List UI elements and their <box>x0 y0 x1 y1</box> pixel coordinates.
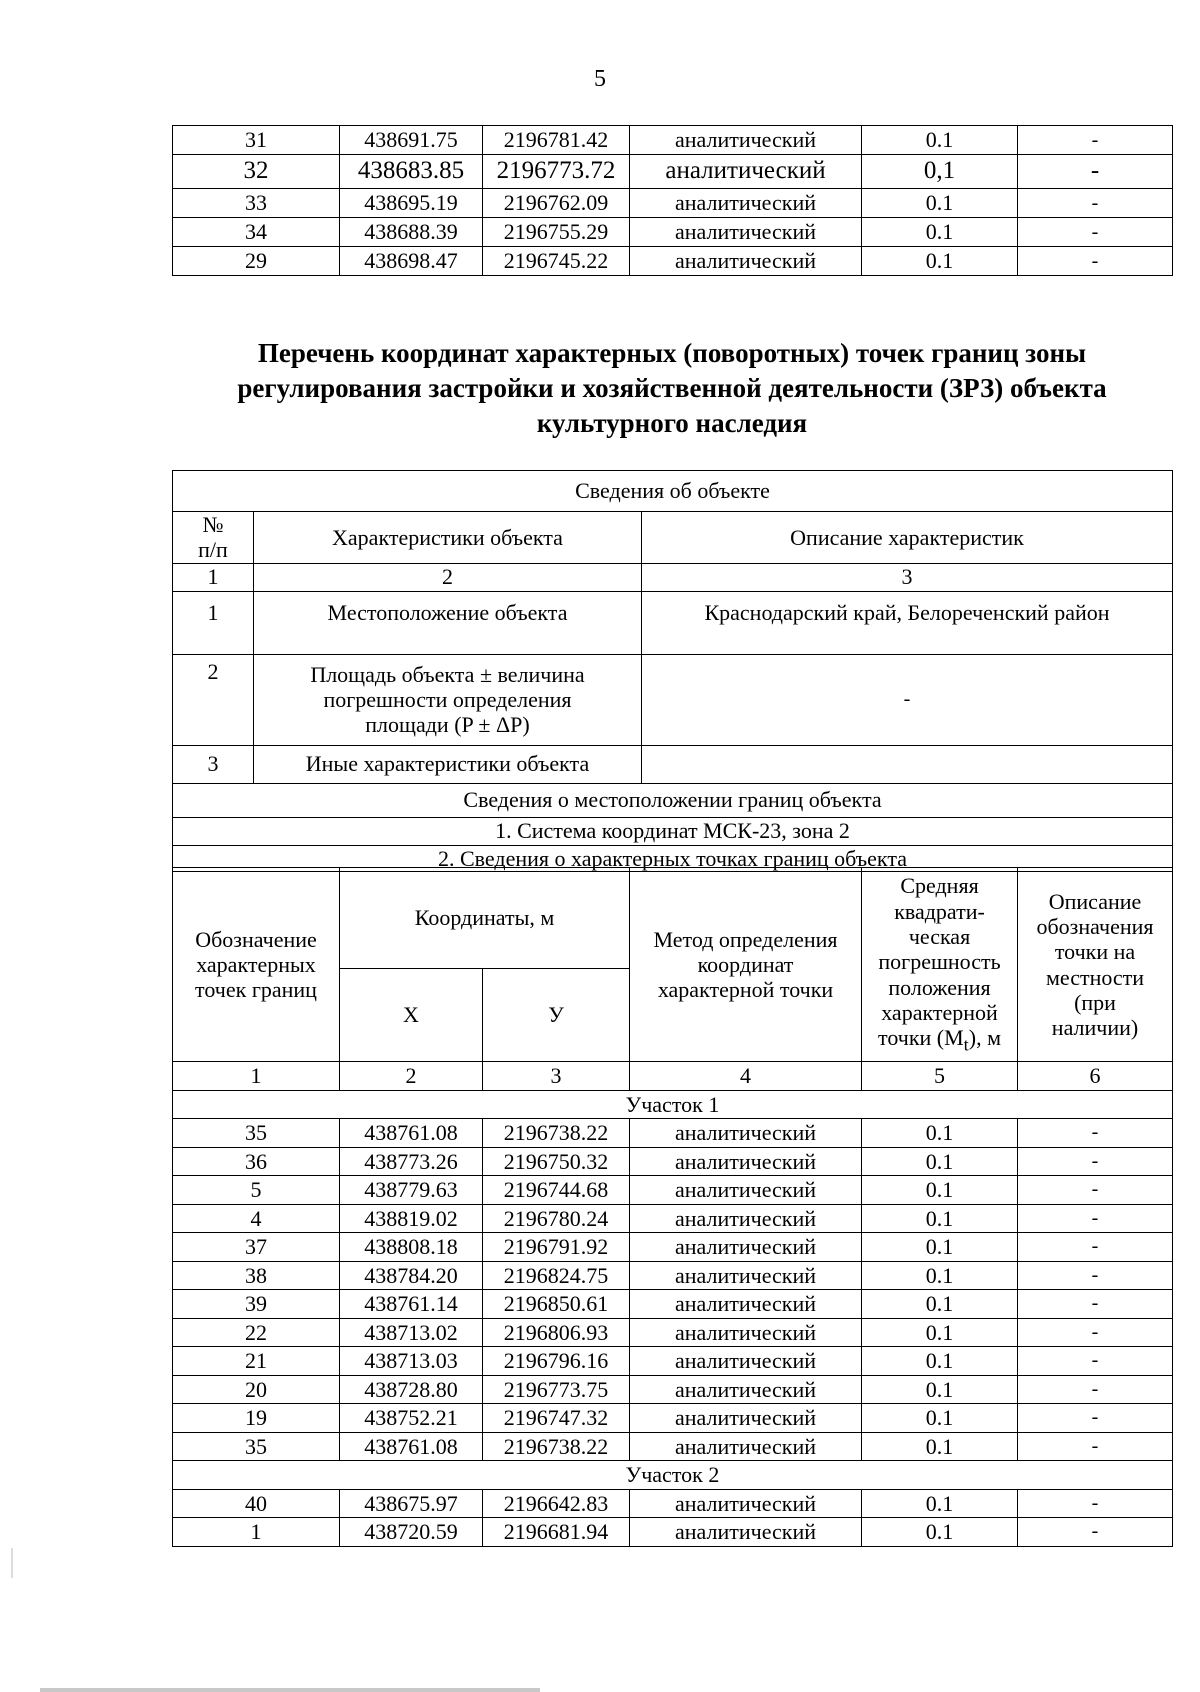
col-no-line2: п/п <box>198 537 228 563</box>
method: аналитический <box>630 1204 862 1233</box>
error: 0.1 <box>862 1204 1018 1233</box>
error: 0.1 <box>862 1404 1018 1433</box>
x-coordinate: 438761.14 <box>340 1290 483 1319</box>
x-coordinate: 438808.18 <box>340 1233 483 1262</box>
error: 0.1 <box>862 1290 1018 1319</box>
y-coordinate: 2196738.22 <box>483 1432 630 1461</box>
h-x: X <box>340 969 483 1062</box>
x-coordinate: 438728.80 <box>340 1375 483 1404</box>
y-coordinate: 2196850.61 <box>483 1290 630 1319</box>
page-title <box>172 336 1172 441</box>
section-2-header: Участок 2 <box>173 1461 1173 1490</box>
h-err-2: квадрати- <box>894 898 985 924</box>
point-number: 32 <box>173 155 340 189</box>
method: аналитический <box>630 1489 862 1518</box>
method: аналитический <box>630 1176 862 1205</box>
page-number: 5 <box>594 66 606 92</box>
description: - <box>1018 1119 1173 1148</box>
row2-number: 2 <box>173 654 254 745</box>
title-line-2: регулирования застройки и хозяйственной деятельности (ЗРЗ) объекта <box>237 373 1107 403</box>
row3-description <box>642 745 1173 783</box>
col-num: 2 <box>340 1062 483 1091</box>
y-coordinate: 2196780.24 <box>483 1204 630 1233</box>
point-number: 5 <box>173 1176 340 1205</box>
point-number: 21 <box>173 1347 340 1376</box>
point-number: 29 <box>173 247 340 276</box>
error: 0.1 <box>862 218 1018 247</box>
description: - <box>1018 1518 1173 1547</box>
h-desc-1: Описание <box>1048 888 1142 914</box>
h-err-4: погрешность <box>878 949 1001 975</box>
error: 0.1 <box>862 1176 1018 1205</box>
col-desc-header: Описание характеристик <box>642 512 1173 564</box>
col-no-line1: № <box>202 512 224 537</box>
table-row <box>173 1176 1173 1205</box>
description: - <box>1018 247 1173 276</box>
table-row <box>173 1347 1173 1376</box>
description: - <box>1018 1347 1173 1376</box>
error: 0,1 <box>862 155 1018 189</box>
y-coordinate: 2196755.29 <box>483 218 630 247</box>
y-coordinate: 2196744.68 <box>483 1176 630 1205</box>
point-number: 20 <box>173 1375 340 1404</box>
description: - <box>1018 1318 1173 1347</box>
x-coordinate: 438761.08 <box>340 1432 483 1461</box>
error: 0.1 <box>862 1375 1018 1404</box>
y-coordinate: 2196747.32 <box>483 1404 630 1433</box>
col-num-3: 3 <box>642 563 1173 591</box>
error: 0.1 <box>862 1518 1018 1547</box>
h-desc-3: точки на <box>1054 939 1136 965</box>
h-desc-6: наличии) <box>1051 1015 1139 1041</box>
method: аналитический <box>630 1147 862 1176</box>
point-number: 22 <box>173 1318 340 1347</box>
h-designation-1: Обозначение <box>195 926 317 952</box>
table-row <box>173 126 1173 155</box>
description: - <box>1018 1432 1173 1461</box>
h-err-7-sub: t <box>963 1034 969 1055</box>
x-coordinate: 438688.39 <box>340 218 483 247</box>
scan-artifact-mark <box>11 1548 13 1578</box>
y-coordinate: 2196824.75 <box>483 1261 630 1290</box>
h-err-7-pre: точки (M <box>878 1025 964 1051</box>
col-num-1: 1 <box>173 563 254 591</box>
col-num: 6 <box>1018 1062 1173 1091</box>
error: 0.1 <box>862 1432 1018 1461</box>
h-err-5: положения <box>888 974 991 1000</box>
object-info-header: Сведения об объекте <box>173 471 1173 512</box>
row2-char-line3: площади (P ± ΔP) <box>365 712 530 738</box>
y-coordinate: 2196738.22 <box>483 1119 630 1148</box>
h-error <box>862 868 1018 1062</box>
x-coordinate: 438784.20 <box>340 1261 483 1290</box>
row2-char-line2: погрешности определения <box>323 686 572 712</box>
row1-characteristic: Местоположение объекта <box>254 591 642 654</box>
table-row <box>173 218 1173 247</box>
method: аналитический <box>630 189 862 218</box>
error: 0.1 <box>862 126 1018 155</box>
description: - <box>1018 1489 1173 1518</box>
col-num: 3 <box>483 1062 630 1091</box>
x-coordinate: 438683.85 <box>340 155 483 189</box>
table-row <box>173 1375 1173 1404</box>
method: аналитический <box>630 1119 862 1148</box>
y-coordinate: 2196796.16 <box>483 1347 630 1376</box>
method: аналитический <box>630 218 862 247</box>
x-coordinate: 438720.59 <box>340 1518 483 1547</box>
point-number: 37 <box>173 1233 340 1262</box>
continued-coordinates-table <box>172 125 1173 276</box>
row3-number: 3 <box>173 745 254 783</box>
point-number: 35 <box>173 1119 340 1148</box>
description: - <box>1018 1290 1173 1319</box>
h-desc-5: (при <box>1074 989 1116 1015</box>
y-coordinate: 2196773.72 <box>483 155 630 189</box>
x-coordinate: 438752.21 <box>340 1404 483 1433</box>
method: аналитический <box>630 1261 862 1290</box>
error: 0.1 <box>862 1119 1018 1148</box>
section-1-rows <box>173 1119 1173 1461</box>
x-coordinate: 438819.02 <box>340 1204 483 1233</box>
method: аналитический <box>630 126 862 155</box>
row1-description: Краснодарский край, Белореченский район <box>642 591 1173 654</box>
point-number: 38 <box>173 1261 340 1290</box>
point-number: 19 <box>173 1404 340 1433</box>
row1-number: 1 <box>173 591 254 654</box>
h-coords: Координаты, м <box>340 868 630 969</box>
section-1-header: Участок 1 <box>173 1090 1173 1119</box>
error: 0.1 <box>862 1318 1018 1347</box>
method: аналитический <box>630 1518 862 1547</box>
method: аналитический <box>630 155 862 189</box>
point-number: 40 <box>173 1489 340 1518</box>
y-coordinate: 2196681.94 <box>483 1518 630 1547</box>
y-coordinate: 2196773.75 <box>483 1375 630 1404</box>
h-err-3: ческая <box>908 923 971 949</box>
method: аналитический <box>630 1318 862 1347</box>
table-row <box>173 1147 1173 1176</box>
h-err-1: Средняя <box>900 873 979 899</box>
h-designation <box>173 868 340 1062</box>
col-num: 5 <box>862 1062 1018 1091</box>
y-coordinate: 2196745.22 <box>483 247 630 276</box>
y-coordinate: 2196806.93 <box>483 1318 630 1347</box>
method: аналитический <box>630 1404 862 1433</box>
title-line-1: Перечень координат характерных (поворотных) точек границ зоны <box>257 338 1087 368</box>
title-line-3: культурного наследия <box>536 408 808 438</box>
x-coordinate: 438698.47 <box>340 247 483 276</box>
point-number: 34 <box>173 218 340 247</box>
table-row <box>173 1432 1173 1461</box>
h-desc-4: местности <box>1045 964 1145 990</box>
method: аналитический <box>630 247 862 276</box>
method: аналитический <box>630 1432 862 1461</box>
table-row <box>173 189 1173 218</box>
point-number: 4 <box>173 1204 340 1233</box>
row2-char-line1: Площадь объекта ± величина <box>310 661 585 687</box>
description: - <box>1018 126 1173 155</box>
error: 0.1 <box>862 1233 1018 1262</box>
method: аналитический <box>630 1233 862 1262</box>
error: 0.1 <box>862 1347 1018 1376</box>
table-row <box>173 1318 1173 1347</box>
point-number: 39 <box>173 1290 340 1319</box>
description: - <box>1018 1147 1173 1176</box>
row2-description: - <box>642 654 1173 745</box>
h-desc-2: обозначения <box>1036 913 1154 939</box>
scan-artifact-line <box>40 1688 540 1692</box>
points-header: 2. Сведения о характерных точках границ объекта <box>173 845 1173 871</box>
description: - <box>1018 1233 1173 1262</box>
description: - <box>1018 1176 1173 1205</box>
h-err-7-post: ), м <box>968 1025 1002 1051</box>
description: - <box>1018 218 1173 247</box>
error: 0.1 <box>862 189 1018 218</box>
table-row <box>173 247 1173 276</box>
point-number: 33 <box>173 189 340 218</box>
method: аналитический <box>630 1375 862 1404</box>
location-header: Сведения о местоположении границ объекта <box>173 783 1173 817</box>
x-coordinate: 438713.03 <box>340 1347 483 1376</box>
error: 0.1 <box>862 247 1018 276</box>
point-number: 35 <box>173 1432 340 1461</box>
h-method-2: координат <box>697 951 794 977</box>
col-no-header <box>173 512 254 564</box>
col-num-2: 2 <box>254 563 642 591</box>
description: - <box>1018 1375 1173 1404</box>
error: 0.1 <box>862 1489 1018 1518</box>
table-row <box>173 1290 1173 1319</box>
x-coordinate: 438713.02 <box>340 1318 483 1347</box>
h-err-6: характерной <box>881 999 998 1025</box>
description: - <box>1018 1261 1173 1290</box>
x-coordinate: 438761.08 <box>340 1119 483 1148</box>
point-number: 1 <box>173 1518 340 1547</box>
h-y: У <box>483 969 630 1062</box>
table-row <box>173 1119 1173 1148</box>
coord-system: 1. Система координат МСК-23, зона 2 <box>173 817 1173 845</box>
section-2-rows <box>173 1489 1173 1546</box>
point-number: 31 <box>173 126 340 155</box>
table-row <box>173 1261 1173 1290</box>
x-coordinate: 438691.75 <box>340 126 483 155</box>
description: - <box>1018 1204 1173 1233</box>
description: - <box>1018 189 1173 218</box>
h-err-7 <box>862 1025 1017 1055</box>
description: - <box>1018 155 1173 189</box>
table-row <box>173 155 1173 189</box>
y-coordinate: 2196642.83 <box>483 1489 630 1518</box>
description: - <box>1018 1404 1173 1433</box>
table-row <box>173 1518 1173 1547</box>
error: 0.1 <box>862 1261 1018 1290</box>
h-designation-2: характерных <box>196 951 316 977</box>
h-method-1: Метод определения <box>653 926 838 952</box>
table-row <box>173 1489 1173 1518</box>
y-coordinate: 2196750.32 <box>483 1147 630 1176</box>
x-coordinate: 438695.19 <box>340 189 483 218</box>
method: аналитический <box>630 1347 862 1376</box>
table-row <box>173 1204 1173 1233</box>
col-num: 4 <box>630 1062 862 1091</box>
row3-characteristic: Иные характеристики объекта <box>254 745 642 783</box>
h-designation-3: точек границ <box>195 977 317 1003</box>
row2-characteristic <box>254 654 642 745</box>
h-method-3: характерной точки <box>657 977 834 1003</box>
y-coordinate: 2196762.09 <box>483 189 630 218</box>
method: аналитический <box>630 1290 862 1319</box>
col-char-header: Характеристики объекта <box>254 512 642 564</box>
x-coordinate: 438773.26 <box>340 1147 483 1176</box>
continued-rows <box>173 126 1173 276</box>
points-table <box>172 867 1173 1547</box>
y-coordinate: 2196781.42 <box>483 126 630 155</box>
point-number: 36 <box>173 1147 340 1176</box>
x-coordinate: 438779.63 <box>340 1176 483 1205</box>
y-coordinate: 2196791.92 <box>483 1233 630 1262</box>
h-method <box>630 868 862 1062</box>
table-row <box>173 1233 1173 1262</box>
table-row <box>173 1404 1173 1433</box>
col-num: 1 <box>173 1062 340 1091</box>
x-coordinate: 438675.97 <box>340 1489 483 1518</box>
h-description <box>1018 868 1173 1062</box>
error: 0.1 <box>862 1147 1018 1176</box>
object-info-table <box>172 470 1173 872</box>
